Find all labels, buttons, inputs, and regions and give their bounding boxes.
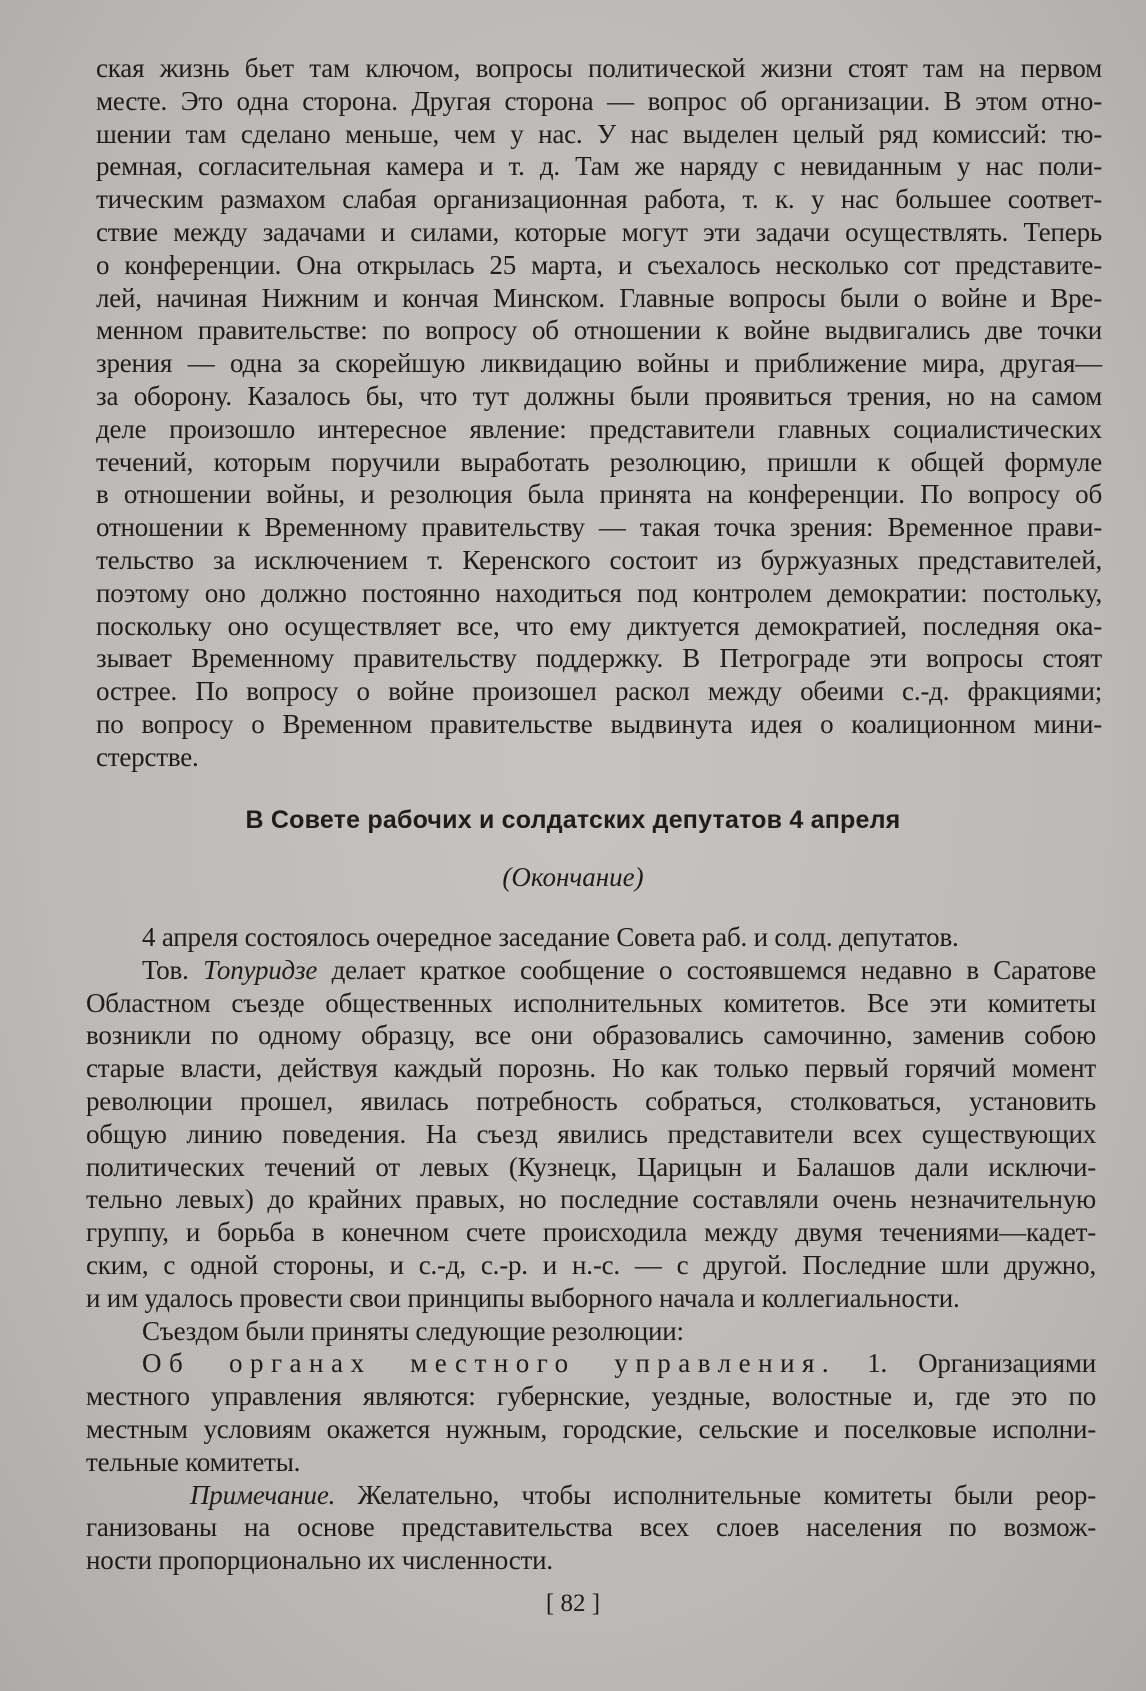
report-prefix: Тов.: [142, 954, 204, 985]
body-line-meeting: 4 апреля состоялось очередное заседание Совета раб. и солд. депутатов.: [142, 922, 959, 952]
paragraph-line: стерстве.: [96, 741, 199, 772]
paragraph-line: ремная, согласительная камера и т. д. Там же наряду с невиданным у нас поли-: [96, 151, 1102, 182]
note-line: [86, 1479, 1096, 1512]
section-subheading: (Окончание): [502, 862, 644, 892]
body-lines-organs: [86, 1380, 1096, 1478]
paragraph-line: зывает Временному правительству поддержку. В Петрограде эти вопросы стоят: [96, 643, 1102, 674]
paragraph-line: менном правительстве: по вопросу об отношении к войне выдвигались две точки: [96, 315, 1102, 346]
paragraph-line: о конференции. Она открылась 25 марта, и съехалось несколько сот представите-: [96, 249, 1102, 280]
paragraph-line: ганизованы на основе представительства всех слоев населения по возмож-: [86, 1512, 1096, 1543]
paragraph-line: старые власти, действуя каждый порознь. Но как только первый горячий момент: [86, 1053, 1096, 1084]
paragraph-line: общую линию поведения. На съезд явились представители всех существующих: [86, 1118, 1096, 1149]
note-label: Примечание.: [190, 1479, 336, 1510]
paragraph-line: местного управления являются: губернские, уездные, волостные и, где это по: [86, 1381, 1096, 1412]
paragraph-line: ская жизнь бьет там ключом, вопросы политической жизни стоят там на первом: [96, 53, 1102, 83]
resolutions-intro: Съездом были приняты следующие резолюции:: [142, 1315, 684, 1346]
paragraph-line: ности пропорционально их численности.: [86, 1545, 553, 1576]
body-text: [86, 921, 1096, 1577]
speaker-name: Топуридзе: [203, 954, 318, 985]
paragraph-line: тельство за исключением т. Керенского состоит из буржуазных представителей,: [96, 544, 1102, 575]
top-paragraph: [96, 52, 1102, 774]
paragraph-line: зрения — одна за скорейшую ликвидацию войны и приближение мира, другая—: [96, 348, 1102, 379]
paragraph-line: течений, которым поручили выработать резолюцию, пришли к общей формуле: [96, 446, 1102, 477]
paragraph-line: поэтому оно должно постоянно находиться под контролем демократии: постольку,: [96, 577, 1102, 608]
paragraph-line: шении там сделано меньше, чем у нас. У нас выделен целый ряд комиссий: тю-: [96, 118, 1102, 149]
paragraph-line: месте. Это одна сторона. Другая сторона — вопрос об организации. В этом отно-: [96, 85, 1102, 116]
resolution-rest: 1. Организациями: [836, 1348, 1096, 1379]
paragraph-line: и им удалось провести свои принципы выборного начала и коллегиальности.: [86, 1282, 960, 1313]
paragraph-line: ствие между задачами и силами, которые могут эти задачи осуществлять. Теперь: [96, 216, 1102, 247]
report-rest: делает краткое сообщение о состоявшемся недавно в Саратове: [317, 954, 1096, 985]
paragraph-line: местным условиям окажется нужным, городские, сельские и поселковые исполни-: [86, 1413, 1096, 1444]
paragraph-line: в отношении войны, и резолюция была принята на конференции. По вопросу об: [96, 479, 1102, 510]
paragraph-line: лей, начиная Нижним и кончая Минском. Главные вопросы были о войне и Вре-: [96, 282, 1102, 313]
paragraph-line: группу, и борьба в конечном счете происходила между двумя течениями—кадет-: [86, 1217, 1096, 1248]
paragraph-line: за оборону. Казалось бы, что тут должны были проявиться трения, но на самом: [96, 380, 1102, 411]
paragraph-line: поскольку оно осуществляет все, что ему диктуется демократией, последняя ока-: [96, 610, 1102, 641]
body-line-report: [86, 954, 1096, 987]
resolution-title: Об органах местного управления.: [142, 1348, 837, 1379]
resolution-organs-line: [86, 1347, 1096, 1380]
paragraph-line: возникли по одному образцу, все они образовались самочинно, заменив собою: [86, 1020, 1096, 1051]
paragraph-line: острее. По вопросу о войне произошел раскол между обеими с.-д. фракциями;: [96, 676, 1102, 707]
paragraph-line: тическим размахом слабая организационная работа, т. к. у нас большее соответ-: [96, 184, 1102, 215]
note-rest: Желательно, чтобы исполнительные комитеты были реор-: [335, 1479, 1096, 1510]
body-lines-congress: [86, 987, 1096, 1315]
paragraph-line: по вопросу о Временном правительстве выдвинута идея о коалиционном мини-: [96, 708, 1102, 739]
paragraph-line: деле произошло интересное явление: представители главных социалистических: [96, 413, 1102, 444]
page-number: [ 82 ]: [545, 1590, 601, 1617]
paragraph-line: Областном съезде общественных исполнительных комитетов. Все эти комитеты: [86, 987, 1096, 1018]
body-lines-note: [86, 1511, 1096, 1577]
paragraph-line: тельные комитеты.: [86, 1446, 301, 1477]
paragraph-line: тельно левых) до крайних правых, но последние составляли очень незначительную: [86, 1184, 1096, 1215]
paragraph-line: ским, с одной стороны, и с.-д, с.-р. и н.-с. — с другой. Последние шли дружно,: [86, 1249, 1096, 1280]
section-heading: В Совете рабочих и солдатских депутатов 4 апреля: [245, 806, 901, 834]
paragraph-line: политических течений от левых (Кузнецк, Царицын и Балашов дали исключи-: [86, 1151, 1096, 1182]
paragraph-line: отношении к Временному правительству — такая точка зрения: Временное прави-: [96, 512, 1102, 543]
paragraph-line: революции прошел, явилась потребность собраться, столковаться, установить: [86, 1085, 1096, 1116]
